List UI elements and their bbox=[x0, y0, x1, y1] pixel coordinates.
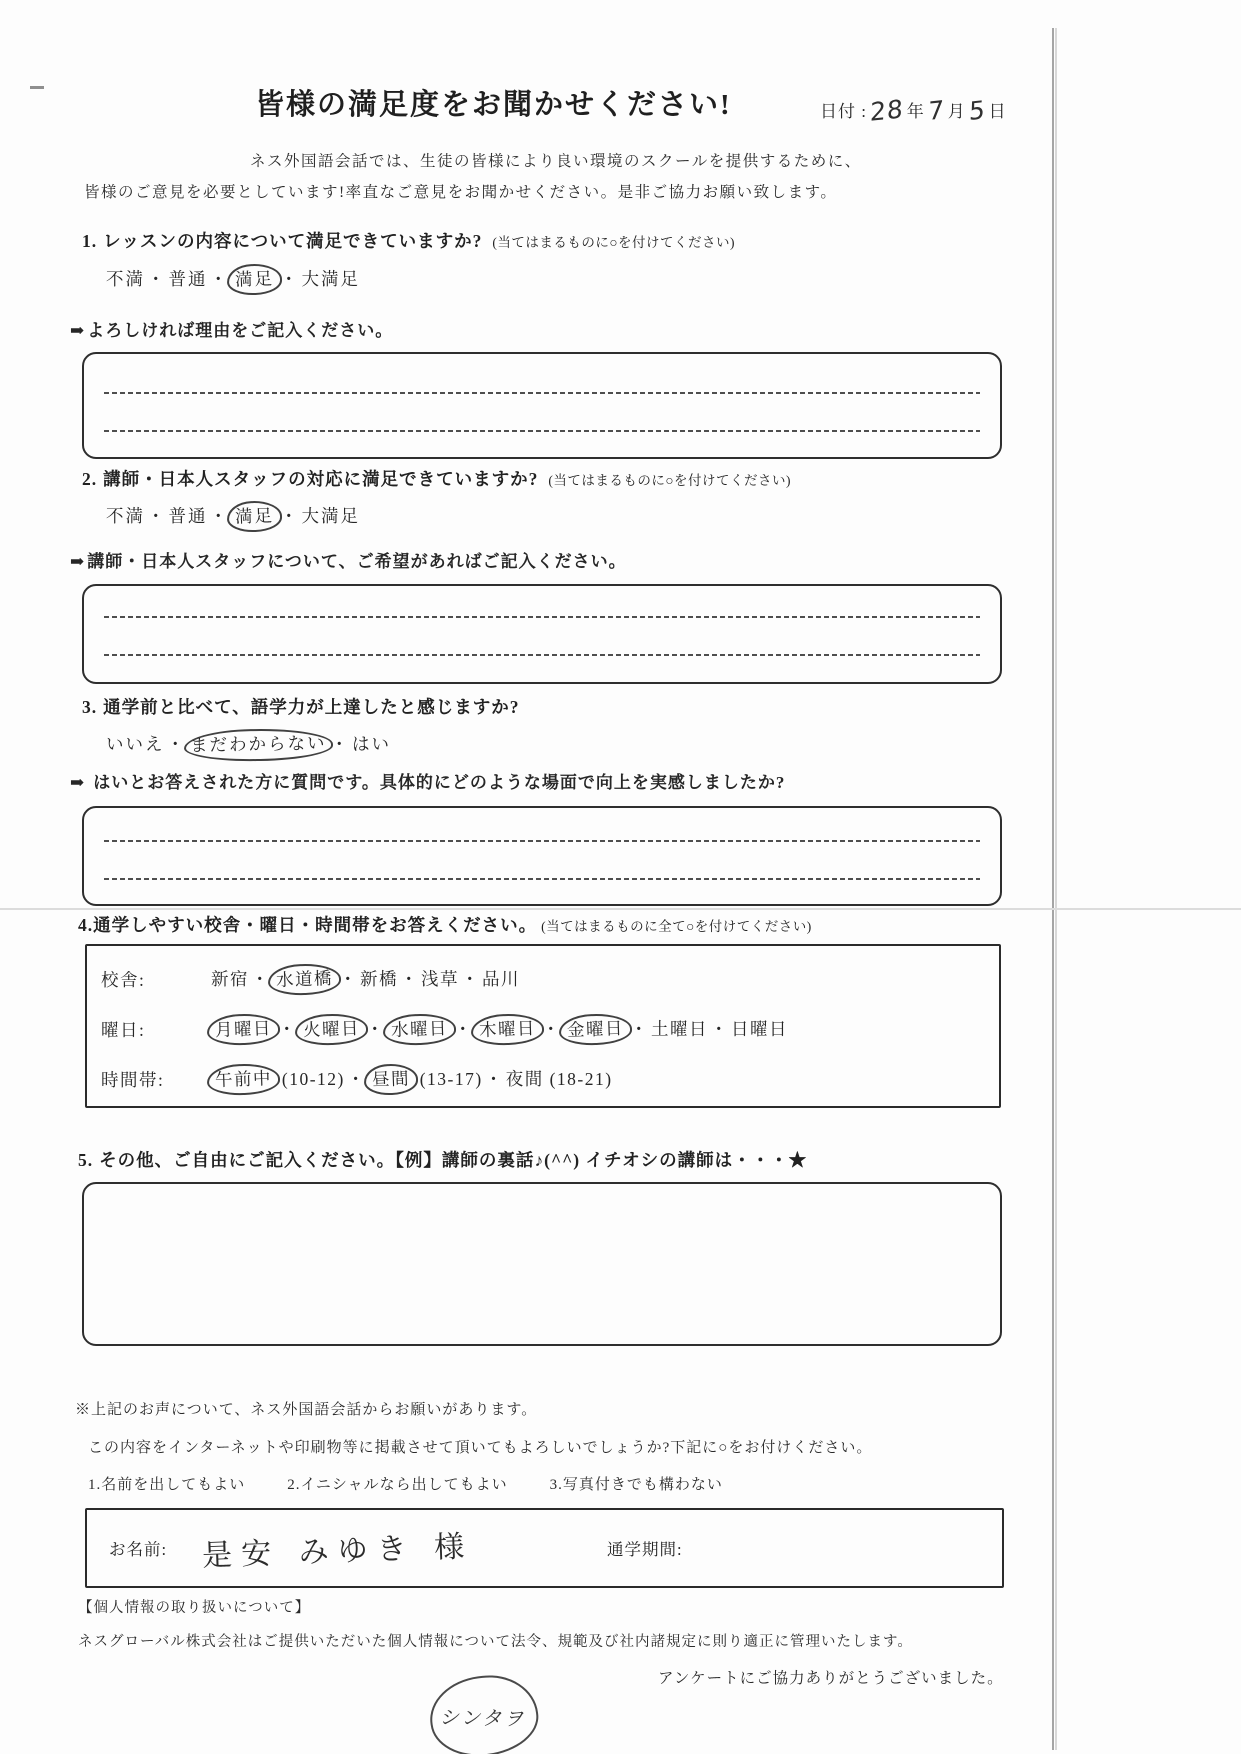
answer-line bbox=[104, 430, 980, 432]
q4-weekday-label: 曜日: bbox=[101, 1019, 146, 1040]
date-day-handwritten: 5 bbox=[968, 94, 987, 127]
arrow-icon: ➡ bbox=[70, 321, 86, 340]
handwritten-stamp bbox=[430, 1676, 538, 1754]
separator: ・ bbox=[484, 1069, 504, 1089]
q4-text: 通学しやすい校舎・曜日・時間帯をお答えください。 bbox=[93, 915, 538, 935]
q1-option-manzoku-circled: 満足 bbox=[226, 263, 282, 296]
separator: ・ bbox=[166, 734, 186, 754]
separator: ・ bbox=[330, 734, 350, 754]
separator: ・ bbox=[630, 1019, 649, 1039]
q3-number: 3. bbox=[82, 697, 98, 717]
publish-choice-photo: 3.写真付きでも構わない bbox=[549, 1477, 723, 1493]
q4-daytime-circled: 昼間 bbox=[363, 1063, 418, 1096]
q4-morning-circled: 午前中 bbox=[206, 1063, 280, 1097]
q5-heading bbox=[78, 1147, 807, 1172]
q1-option-futsuu: 普通 bbox=[168, 269, 208, 289]
q4-weekday-options bbox=[211, 1016, 788, 1042]
q1-heading bbox=[82, 228, 735, 253]
q4-evening: 夜間 bbox=[505, 1069, 544, 1089]
q3-options bbox=[106, 731, 391, 758]
q1-options bbox=[106, 266, 360, 292]
q4-campus-options bbox=[211, 966, 520, 992]
q4-sunday: 日曜日 bbox=[731, 1019, 788, 1039]
name-box bbox=[85, 1508, 1004, 1588]
q1-number: 1. bbox=[82, 231, 98, 251]
q4-campus-shinjuku: 新宿 bbox=[211, 969, 249, 989]
q3-option-madawakaranai-circled: まだわからない bbox=[184, 728, 333, 763]
stamp-text-handwritten: シンタヲ bbox=[438, 1704, 530, 1731]
q1-answer-box bbox=[82, 352, 1002, 459]
q1-followup-text: よろしければ理由をご記入ください。 bbox=[87, 321, 394, 340]
separator: ・ bbox=[542, 1019, 561, 1039]
separator: ・ bbox=[280, 269, 300, 289]
q2-option-futsuu: 普通 bbox=[168, 506, 208, 526]
arrow-icon: ➡ bbox=[70, 773, 86, 792]
scan-artifact-vline bbox=[1052, 28, 1054, 1750]
q5-number: 5. bbox=[78, 1150, 94, 1170]
q3-option-iie: いいえ bbox=[106, 734, 165, 754]
separator: ・ bbox=[147, 269, 167, 289]
q2-option-fuman: 不満 bbox=[106, 506, 145, 526]
q1-option-fuman: 不満 bbox=[106, 269, 145, 289]
arrow-icon: ➡ bbox=[70, 552, 86, 571]
q1-followup bbox=[70, 316, 393, 341]
publish-note-2: この内容をインターネットや印刷物等に掲載させて頂いてもよろしいでしょうか?下記に○をお付けください。 bbox=[88, 1440, 873, 1456]
separator: ・ bbox=[209, 506, 229, 526]
separator: ・ bbox=[209, 269, 229, 289]
separator: ・ bbox=[366, 1019, 385, 1039]
q4-hint: (当てはまるものに全て○を付けてください) bbox=[541, 919, 812, 934]
q4-heading bbox=[78, 912, 812, 937]
page-title: 皆様の満足度をお聞かせください! bbox=[255, 89, 732, 121]
date-year-handwritten: 28 bbox=[869, 94, 905, 127]
answer-line bbox=[104, 840, 980, 842]
q3-answer-box bbox=[82, 806, 1002, 906]
q4-timeslot-row bbox=[101, 1054, 999, 1104]
date-field bbox=[820, 94, 1007, 127]
scan-artifact-dash bbox=[30, 86, 44, 89]
date-month-unit: 月 bbox=[947, 102, 966, 121]
separator: ・ bbox=[147, 506, 167, 526]
separator: ・ bbox=[339, 969, 358, 989]
q2-answer-box bbox=[82, 584, 1002, 684]
q4-campus-asakusa: 浅草 bbox=[421, 969, 459, 989]
q4-timeslot-label: 時間帯: bbox=[101, 1069, 165, 1090]
name-label: お名前: bbox=[109, 1540, 168, 1559]
q4-daytime-range: (13-17) bbox=[419, 1069, 483, 1089]
q4-campus-row bbox=[101, 954, 999, 1004]
intro-line-1: ネス外国語会話では、生徒の皆様により良い環境のスクールを提供するために、 bbox=[250, 153, 862, 170]
q3-heading bbox=[82, 694, 520, 719]
privacy-text: ネスグローバル株式会社はご提供いただいた個人情報について法令、規範及び社内諸規定に則り適正に管理いたします。 bbox=[78, 1634, 913, 1650]
q2-text: 講師・日本人スタッフの対応に満足できていますか? bbox=[103, 469, 539, 489]
date-day-unit: 日 bbox=[988, 102, 1007, 121]
q4-table bbox=[85, 944, 1001, 1108]
q2-followup bbox=[70, 547, 627, 572]
scan-artifact-hline bbox=[0, 908, 1241, 910]
q4-friday-circled: 金曜日 bbox=[558, 1013, 632, 1047]
thanks-text: アンケートにご協力ありがとうございました。 bbox=[658, 1670, 1004, 1687]
date-month-handwritten: 7 bbox=[927, 94, 946, 127]
q5-text: その他、ご自由にご記入ください。 bbox=[99, 1150, 396, 1170]
answer-line bbox=[104, 654, 980, 656]
separator: ・ bbox=[400, 969, 419, 989]
q2-hint: (当てはまるものに○を付けてください) bbox=[548, 473, 792, 488]
q3-followup bbox=[70, 768, 785, 793]
date-year-unit: 年 bbox=[906, 102, 925, 121]
q5-example: 【例】講師の裏話♪(^^) イチオシの講師は・・・★ bbox=[395, 1150, 808, 1170]
separator: ・ bbox=[278, 1019, 297, 1039]
q4-tuesday-circled: 火曜日 bbox=[294, 1013, 368, 1047]
q2-number: 2. bbox=[82, 469, 98, 489]
answer-line bbox=[104, 616, 980, 618]
q4-campus-shimbashi: 新橋 bbox=[360, 969, 398, 989]
q4-weekday-row bbox=[101, 1004, 999, 1054]
publish-note-1: ※上記のお声について、ネス外国語会話からお願いがあります。 bbox=[75, 1402, 538, 1418]
separator: ・ bbox=[251, 969, 270, 989]
period-label: 通学期間: bbox=[607, 1540, 683, 1559]
q2-option-manzoku-circled: 満足 bbox=[226, 500, 282, 533]
q4-campus-label: 校舎: bbox=[101, 969, 146, 990]
separator: ・ bbox=[346, 1069, 366, 1089]
q2-options bbox=[106, 503, 360, 529]
stamp-circle-icon bbox=[426, 1670, 543, 1754]
q4-morning-range: (10-12) bbox=[281, 1069, 345, 1089]
q3-followup-text: はいとお答えされた方に質問です。具体的にどのような場面で向上を実感しましたか? bbox=[93, 773, 786, 792]
publish-choices bbox=[88, 1473, 765, 1494]
publish-choice-name: 1.名前を出してもよい bbox=[88, 1477, 246, 1493]
q1-hint: (当てはまるものに○を付けてください) bbox=[492, 235, 736, 250]
name-value-handwritten: 是安 みゆき 様 bbox=[201, 1529, 474, 1574]
q2-followup-text: 講師・日本人スタッフについて、ご希望があればご記入ください。 bbox=[87, 552, 627, 571]
privacy-header: 【個人情報の取り扱いについて】 bbox=[78, 1600, 311, 1616]
q1-option-daimanzoku: 大満足 bbox=[301, 269, 360, 289]
q4-timeslot-options bbox=[211, 1066, 613, 1092]
q2-option-daimanzoku: 大満足 bbox=[301, 506, 360, 526]
q2-heading bbox=[82, 466, 791, 491]
q4-thursday-circled: 木曜日 bbox=[470, 1013, 544, 1047]
intro-line-2: 皆様のご意見を必要としています!率直なご意見をお聞かせください。是非ご協力お願い致します。 bbox=[84, 184, 838, 201]
q3-option-hai: はい bbox=[352, 734, 391, 754]
publish-choice-initial: 2.イニシャルなら出してもよい bbox=[287, 1477, 508, 1493]
q4-saturday: 土曜日 bbox=[651, 1019, 708, 1039]
q4-evening-range: (18-21) bbox=[549, 1069, 613, 1089]
separator: ・ bbox=[461, 969, 480, 989]
separator: ・ bbox=[280, 506, 300, 526]
q4-campus-suidobashi-circled: 水道橋 bbox=[267, 963, 341, 997]
q1-text: レッスンの内容について満足できていますか? bbox=[103, 231, 483, 251]
q4-campus-shinagawa: 品川 bbox=[482, 969, 520, 989]
q3-text: 通学前と比べて、語学力が上達したと感じますか? bbox=[103, 697, 520, 717]
answer-line bbox=[104, 878, 980, 880]
q4-number: 4. bbox=[78, 915, 94, 935]
date-label: 日付 : bbox=[820, 102, 867, 121]
separator: ・ bbox=[710, 1019, 729, 1039]
q5-answer-box bbox=[82, 1182, 1002, 1346]
q4-monday-circled: 月曜日 bbox=[206, 1013, 280, 1047]
q4-wednesday-circled: 水曜日 bbox=[382, 1013, 456, 1047]
separator: ・ bbox=[454, 1019, 473, 1039]
answer-line bbox=[104, 392, 980, 394]
